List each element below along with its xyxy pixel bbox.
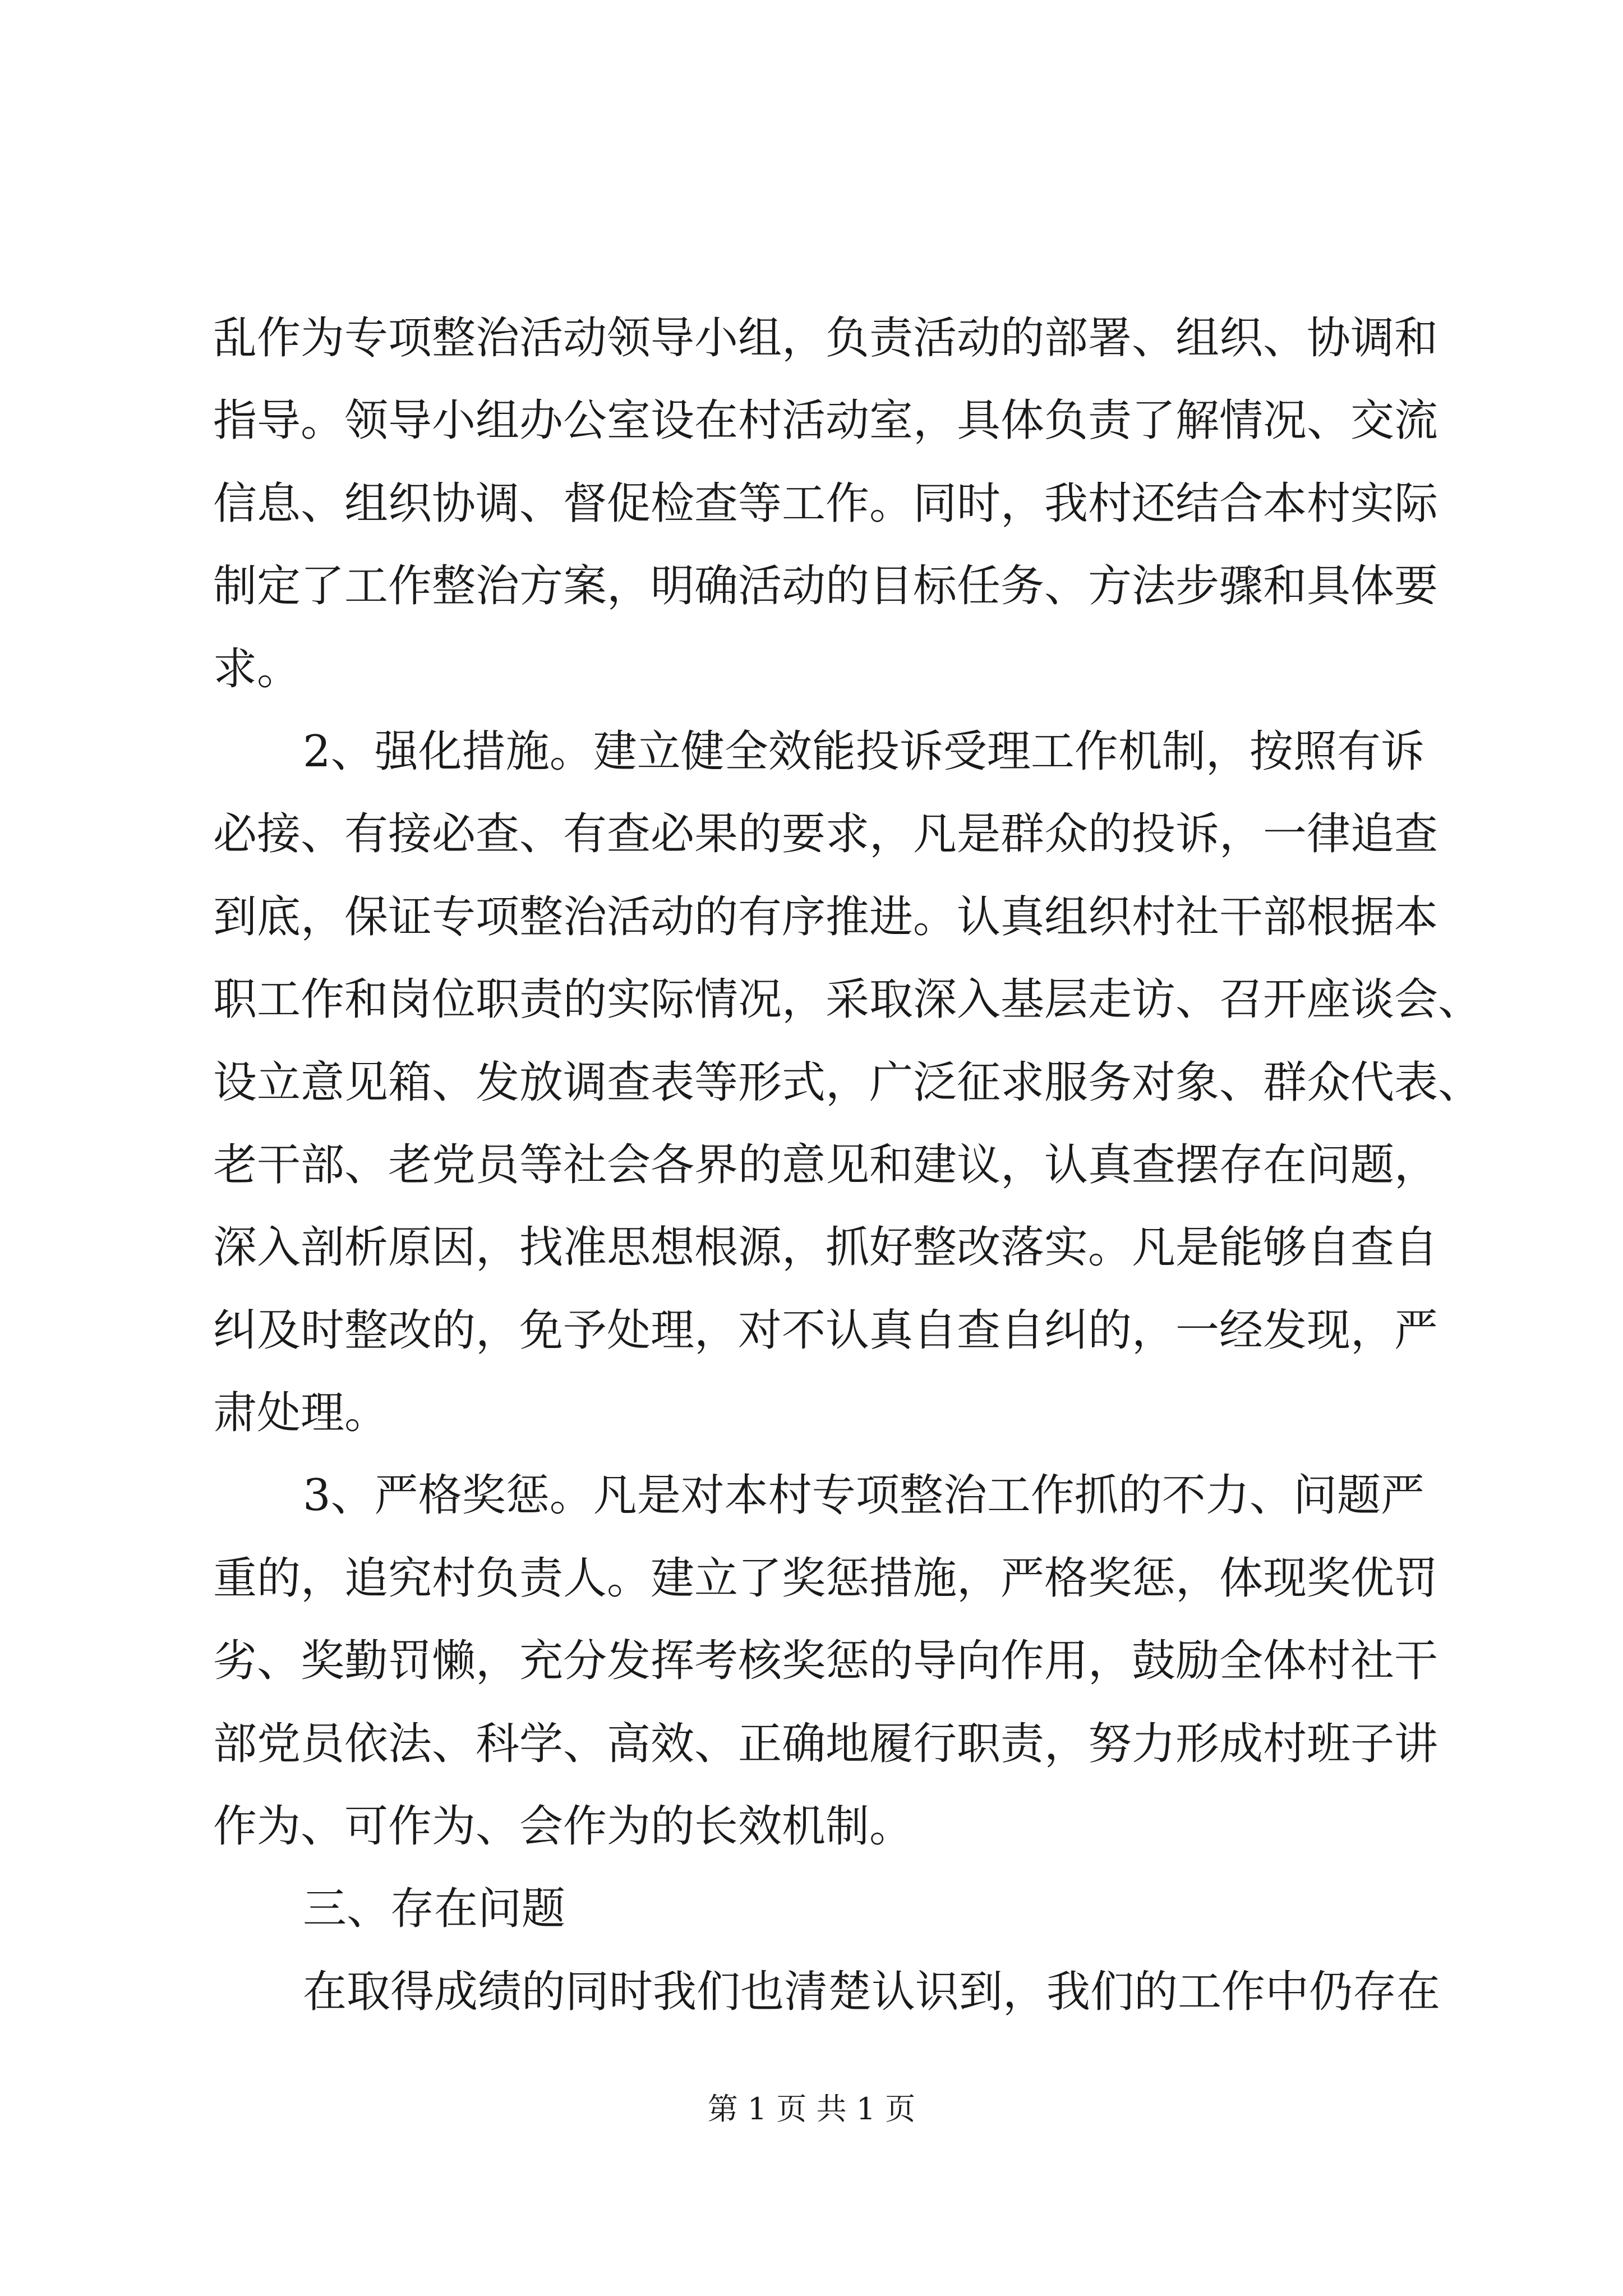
text-line: 到底，保证专项整治活动的有序推进。认真组织村社干部根据本 (213, 891, 1438, 942)
text-line: 求。 (213, 643, 301, 694)
text-line: 信息、组织协调、督促检查等工作。同时，我村还结合本村实际 (213, 478, 1438, 529)
text-line: 纠及时整改的，免予处理，对不认真自查自纠的，一经发现，严 (213, 1305, 1438, 1356)
text-line: 指导。领导小组办公室设在村活动室，具体负责了解情况、交流 (213, 395, 1438, 447)
text-line: 作为、可作为、会作为的长效机制。 (213, 1801, 914, 1852)
text-line: 制定了工作整治方案，明确活动的目标任务、方法步骤和具体要 (213, 561, 1438, 612)
page-footer: 第 1 页 共 1 页 (707, 2091, 916, 2127)
text-line: 职工作和岗位职责的实际情况，采取深入基层走访、召开座谈会、 (213, 974, 1482, 1025)
paragraph-start-line: 3、严格奖惩。凡是对本村专项整治工作抓的不力、问题严 (303, 1470, 1424, 1521)
text-line: 必接、有接必查、有查必果的要求，凡是群众的投诉，一律追查 (213, 809, 1438, 860)
paragraph-start-line: 2、强化措施。建立健全效能投诉受理工作机制，按照有诉 (303, 726, 1424, 777)
text-line: 部党员依法、科学、高效、正确地履行职责，努力形成村班子讲 (213, 1718, 1438, 1769)
text-line: 设立意见箱、发放调查表等形式，广泛征求服务对象、群众代表、 (213, 1057, 1482, 1108)
text-line: 肃处理。 (213, 1388, 389, 1439)
text-line: 老干部、老党员等社会各界的意见和建议，认真查摆存在问题， (213, 1139, 1438, 1190)
paragraph-start-line: 在取得成绩的同时我们也清楚认识到，我们的工作中仍存在 (303, 1966, 1441, 2017)
text-line: 重的，追究村负责人。建立了奖惩措施，严格奖惩，体现奖优罚 (213, 1553, 1438, 1604)
document-body (213, 297, 1482, 2033)
text-line: 劣、奖勤罚懒，充分发挥考核奖惩的导向作用，鼓励全体村社干 (213, 1636, 1438, 1687)
text-line: 乱作为专项整治活动领导小组，负责活动的部署、组织、协调和 (213, 313, 1438, 364)
section-heading: 三、存在问题 (303, 1884, 566, 1935)
text-line: 深入剖析原因，找准思想根源，抓好整改落实。凡是能够自查自 (213, 1222, 1438, 1273)
